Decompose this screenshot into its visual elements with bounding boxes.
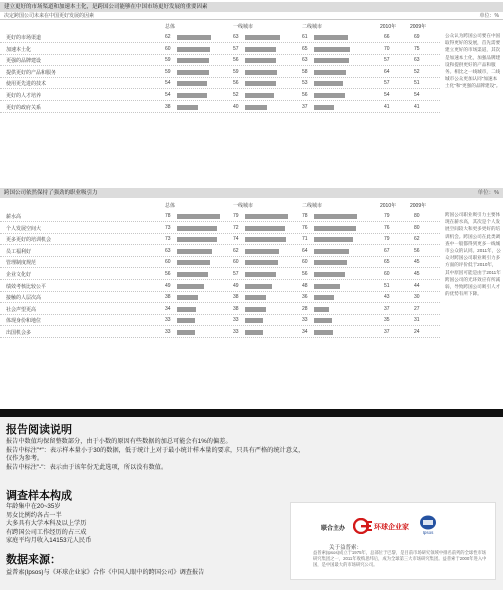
value-tier1: 57	[233, 45, 239, 52]
co-host-label: 联合主办	[321, 526, 346, 532]
bar-total	[177, 260, 210, 265]
table-row	[0, 78, 440, 89]
bar-tier2	[314, 226, 356, 231]
value-y2010: 79	[384, 213, 390, 219]
cell-tier2	[302, 80, 368, 87]
value-tier1: 33	[233, 317, 239, 324]
column-header-tier1: 一线城市	[233, 24, 254, 30]
value-y2009: 31	[414, 317, 420, 324]
bar-total	[177, 35, 211, 40]
cell-tier1	[233, 317, 299, 324]
table-row	[0, 304, 440, 315]
row-label: 社会声望更高	[6, 306, 37, 313]
cell-tier1	[233, 225, 299, 232]
value-y2010: 37	[384, 305, 390, 312]
value-tier2: 28	[302, 305, 308, 312]
bar-tier2	[314, 284, 340, 289]
cell-total	[165, 80, 231, 87]
value-y2010: 51	[384, 282, 390, 289]
cell-tier1	[233, 34, 299, 41]
bar-tier1	[245, 105, 267, 110]
reading-notes-heading: 报告阅读说明	[6, 424, 72, 436]
bar-tier2	[314, 214, 357, 219]
value-total: 73	[165, 236, 171, 243]
value-tier2: 33	[302, 317, 308, 324]
table-row	[0, 32, 440, 43]
bar-tier2	[314, 81, 343, 86]
value-total: 33	[165, 317, 171, 324]
value-y2009: 45	[414, 259, 420, 266]
bar-total	[177, 249, 212, 254]
cell-total	[165, 306, 231, 313]
cell-tier2	[302, 259, 368, 266]
value-y2009: 27	[414, 305, 420, 312]
row-label: 企业文化好	[6, 272, 32, 278]
cell-tier2	[302, 57, 368, 64]
bar-tier2	[314, 47, 350, 52]
row-label: 更好的市场渠道	[6, 35, 42, 41]
cell-tier2	[302, 317, 368, 324]
table-row	[0, 281, 440, 292]
value-total: 62	[165, 34, 171, 40]
value-y2009: 80	[414, 224, 420, 231]
value-y2009: 54	[414, 92, 420, 98]
bar-tier1	[245, 260, 278, 265]
section-subtitle-text: 决定跨国公司未来在中国更好发展的因素	[4, 13, 95, 19]
section-title	[0, 188, 503, 198]
value-tier2: 36	[302, 294, 308, 301]
value-total: 59	[165, 68, 171, 75]
value-total: 56	[165, 271, 171, 277]
unit-label: 单位：%	[479, 13, 499, 19]
bar-tier2	[314, 70, 346, 75]
ge-logo	[353, 518, 413, 534]
value-y2010: 57	[384, 57, 390, 64]
table-row	[0, 90, 440, 101]
section-note: 公众认为跨国公司要在中国取得更好的发展，首先需要建立更好的市场渠道，其次是加速本土化，加强品牌建设和提供更好的产品和服务。相比之一线城市，二线城市公众更加认同"加速本土化"和"更强的品牌建设"。	[445, 33, 501, 89]
bar-total	[177, 295, 198, 300]
section-title-text: 跨国公司依然保持了强劲的职业吸引力	[4, 190, 98, 196]
section-subtitle	[0, 12, 503, 20]
cell-tier1	[233, 213, 299, 220]
value-tier1: 60	[233, 259, 239, 266]
sponsor-box	[290, 502, 496, 580]
cell-total	[165, 34, 231, 41]
value-y2010: 70	[384, 45, 390, 52]
row-label: 管理制度规范	[6, 260, 37, 267]
cell-total	[165, 283, 231, 290]
cell-total	[165, 46, 231, 53]
row-label: 出国机会多	[6, 330, 32, 336]
cell-tier1	[233, 46, 299, 53]
about-heading: 关于益普索：	[329, 545, 363, 551]
table-row	[0, 55, 440, 66]
table-row	[0, 315, 440, 326]
section-market-factors	[0, 2, 503, 20]
column-header-tier2: 二线城市	[302, 24, 323, 30]
cell-tier2	[302, 283, 368, 290]
value-total: 38	[165, 103, 171, 110]
value-tier2: 78	[302, 213, 308, 219]
ipsos-logo	[419, 515, 437, 537]
value-y2010: 76	[384, 224, 390, 231]
value-tier1: 62	[233, 247, 239, 254]
value-tier1: 57	[233, 271, 239, 277]
cell-tier2	[302, 46, 368, 53]
cell-total	[165, 271, 231, 278]
row-label: 提供更好的产品和服务	[6, 69, 57, 76]
value-total: 78	[165, 213, 171, 219]
value-total: 33	[165, 329, 171, 335]
bar-tier1	[245, 35, 280, 40]
value-tier2: 65	[302, 45, 308, 52]
cell-tier2	[302, 248, 368, 255]
bar-tier2	[314, 272, 345, 277]
cell-tier1	[233, 236, 299, 243]
value-y2009: 52	[414, 68, 420, 75]
value-total: 54	[165, 92, 171, 98]
sample-list	[6, 503, 206, 546]
value-y2010: 37	[384, 329, 390, 335]
about-text: 益普索(Ipsos)成立于1975年，总部位于巴黎，是目前市场研究领域中排名前列的全球性市场研究集团之一，2011年收购思纬后，成为全球第三大市场研究集团。益普索于2000年进入中国，是中国最大的市场研究公司。	[313, 550, 487, 568]
row-label: 加速本土化	[6, 46, 32, 53]
bar-total	[177, 81, 207, 86]
cell-total	[165, 317, 231, 324]
cell-total	[165, 104, 231, 111]
value-tier2: 63	[302, 57, 308, 64]
bar-tier1	[245, 214, 288, 219]
cell-tier2	[302, 92, 368, 99]
bar-total	[177, 307, 196, 312]
column-header-y2010: 2010年	[380, 24, 397, 30]
bar-tier2	[314, 93, 345, 98]
cell-tier2	[302, 34, 368, 41]
cell-total	[165, 213, 231, 220]
value-y2010: 41	[384, 103, 390, 110]
value-tier2: 64	[302, 247, 308, 254]
bar-tier1	[245, 318, 263, 323]
row-label: 绩效考核比较公平	[6, 283, 47, 290]
value-tier1: 38	[233, 294, 239, 301]
bar-tier2	[314, 330, 333, 335]
section-note: 跨国公司职业吸引力主要体现在薪水高，其次是个人发展空间较大和更多更好的培训机会。跨国公司在此类调查中一般都得到更多一线城市公众的认同。2011年，公众对跨国公司职业吸引力多方面的评价低于2010年，其中原因可能是由于2011年跨国公司的光环效应有所减弱，导致跨国公司吸引人才的优势有所下降。	[445, 212, 501, 297]
cell-tier1	[233, 306, 299, 313]
value-tier1: 52	[233, 92, 239, 98]
table-row	[0, 67, 440, 78]
cell-tier2	[302, 225, 368, 232]
divider-bar	[0, 409, 503, 417]
column-header-y2010: 2010年	[380, 203, 397, 209]
value-y2009: 63	[414, 57, 420, 64]
cell-tier2	[302, 271, 368, 278]
sample-item: 家庭平均月收入14153元人民币	[6, 537, 92, 545]
value-total: 60	[165, 45, 171, 52]
value-total: 54	[165, 80, 171, 87]
bar-tier2	[314, 307, 329, 312]
row-label: 更好的政府关系	[6, 104, 42, 111]
section-title-text: 建立更好的市场渠道和加速本土化，是跨国公司能够在中国市场更好发展的重要因素	[4, 4, 208, 10]
section-title	[0, 2, 503, 12]
bar-tier1	[245, 58, 276, 63]
reading-note: 报告中标注"*"：表示样本量小于30的数据，低于统计上对于最小统计样本量的要求，只具有严格的统计意义，仅作为参考。	[6, 446, 305, 463]
value-y2010: 65	[384, 259, 390, 266]
bar-tier1	[245, 249, 279, 254]
value-total: 38	[165, 294, 171, 301]
value-y2010: 35	[384, 317, 390, 324]
cell-tier1	[233, 283, 299, 290]
bar-tier2	[314, 58, 349, 63]
cell-total	[165, 57, 231, 64]
value-tier1: 49	[233, 282, 239, 289]
cell-tier1	[233, 259, 299, 266]
value-tier1: 72	[233, 224, 239, 231]
bar-total	[177, 330, 195, 335]
value-tier1: 56	[233, 80, 239, 87]
cell-tier2	[302, 306, 368, 313]
value-tier2: 60	[302, 259, 308, 266]
bar-tier1	[245, 307, 266, 312]
bar-tier2	[314, 35, 348, 40]
cell-tier2	[302, 329, 368, 336]
cell-tier1	[233, 329, 299, 336]
value-y2009: 62	[414, 236, 420, 243]
bar-tier2	[314, 237, 353, 242]
value-total: 63	[165, 247, 171, 254]
row-label: 薪水高	[6, 214, 22, 220]
value-y2010: 67	[384, 247, 390, 254]
bar-total	[177, 272, 208, 277]
table-row	[0, 292, 440, 303]
table-row	[0, 211, 440, 222]
bar-tier2	[314, 260, 347, 265]
bar-total	[177, 70, 209, 75]
bar-tier1	[245, 295, 266, 300]
sample-item: 年龄集中在20~35岁	[6, 503, 61, 510]
cell-total	[165, 69, 231, 76]
table-row	[0, 246, 440, 257]
column-header-tier2: 二线城市	[302, 203, 323, 209]
value-y2009: 24	[414, 329, 420, 335]
bar-tier2	[314, 249, 349, 254]
ipsos-logo-text: Ipsos	[422, 530, 434, 535]
value-tier2: 53	[302, 80, 308, 87]
value-total: 59	[165, 57, 171, 64]
value-tier2: 48	[302, 282, 308, 289]
value-y2009: 44	[414, 282, 420, 289]
value-tier2: 34	[302, 329, 308, 335]
cell-tier2	[302, 104, 368, 111]
value-total: 34	[165, 305, 171, 312]
reading-notes	[6, 438, 306, 472]
bar-total	[177, 105, 198, 110]
value-tier2: 76	[302, 224, 308, 231]
row-label: 体现身份和地位	[6, 318, 42, 325]
cell-tier1	[233, 69, 299, 76]
table-row	[0, 102, 440, 113]
table-row	[0, 223, 440, 234]
table-row	[0, 327, 440, 338]
bar-total	[177, 284, 204, 289]
value-total: 49	[165, 282, 171, 289]
value-y2010: 57	[384, 80, 390, 87]
source-heading: 数据来源：	[6, 554, 61, 566]
bar-tier1	[245, 81, 276, 86]
row-label: 更好的人才培养	[6, 93, 42, 99]
row-label: 个人发展空间大	[6, 225, 42, 232]
value-y2009: 69	[414, 34, 420, 40]
bar-tier1	[245, 226, 285, 231]
value-tier2: 58	[302, 68, 308, 75]
sample-item: 有跨国公司工作经历的占三成	[6, 528, 87, 536]
cell-total	[165, 236, 231, 243]
value-y2010: 60	[384, 271, 390, 277]
sample-item: 男女比例约各占一半	[6, 511, 62, 519]
table-row	[0, 234, 440, 245]
row-label: 员工福利好	[6, 248, 32, 255]
value-y2010: 43	[384, 294, 390, 301]
value-total: 73	[165, 224, 171, 231]
ge-logo-text: 环球企业家	[374, 524, 409, 531]
bar-total	[177, 58, 209, 63]
bar-tier1	[245, 93, 274, 98]
cell-tier1	[233, 271, 299, 278]
cell-total	[165, 92, 231, 99]
value-tier1: 74	[233, 236, 239, 243]
value-y2009: 30	[414, 294, 420, 301]
value-tier2: 61	[302, 34, 308, 40]
bar-tier1	[245, 47, 276, 52]
cell-total	[165, 329, 231, 336]
value-y2009: 51	[414, 80, 420, 87]
value-y2010: 54	[384, 92, 390, 98]
bar-tier1	[245, 237, 286, 242]
bar-total	[177, 47, 210, 52]
value-tier1: 63	[233, 34, 239, 40]
cell-total	[165, 259, 231, 266]
sample-item: 大多具有大学本科及以上学历	[6, 520, 87, 528]
value-y2010: 66	[384, 34, 390, 40]
value-y2009: 56	[414, 247, 420, 254]
value-tier1: 40	[233, 103, 239, 110]
cell-tier1	[233, 92, 299, 99]
bar-tier2	[314, 318, 332, 323]
bar-tier1	[245, 70, 277, 75]
sample-heading: 调查样本构成	[6, 490, 72, 502]
cell-tier2	[302, 213, 368, 220]
unit-label: 单位：%	[477, 190, 499, 196]
source-text: 益普索(Ipsos)与《环球企业家》合作《中国人眼中的跨国公司》调查报告	[6, 569, 205, 576]
value-tier1: 79	[233, 213, 239, 219]
bar-total	[177, 93, 207, 98]
bar-tier2	[314, 295, 334, 300]
value-y2009: 45	[414, 271, 420, 277]
bar-tier1	[245, 330, 263, 335]
bar-total	[177, 237, 217, 242]
column-header-y2009: 2009年	[410, 24, 427, 30]
row-label: 更强的品牌建设	[6, 58, 42, 65]
row-label: 使用更先进的技术	[6, 81, 47, 88]
table-row	[0, 257, 440, 268]
value-total: 60	[165, 259, 171, 266]
value-y2009: 75	[414, 45, 420, 52]
value-tier1: 38	[233, 305, 239, 312]
value-tier2: 71	[302, 236, 308, 243]
cell-tier1	[233, 294, 299, 301]
value-tier1: 33	[233, 329, 239, 335]
cell-total	[165, 225, 231, 232]
table-row	[0, 44, 440, 55]
value-y2009: 41	[414, 103, 420, 110]
bar-tier1	[245, 272, 276, 277]
cell-tier2	[302, 236, 368, 243]
cell-tier1	[233, 248, 299, 255]
value-y2010: 64	[384, 68, 390, 75]
cell-total	[165, 248, 231, 255]
value-tier2: 37	[302, 103, 308, 110]
cell-tier2	[302, 69, 368, 76]
cell-total	[165, 294, 231, 301]
column-header-total: 总体	[165, 24, 176, 30]
column-header-total: 总体	[165, 203, 176, 209]
row-label: 更多更好的培训机会	[6, 237, 52, 244]
bar-total	[177, 226, 217, 231]
value-tier2: 56	[302, 92, 308, 98]
cell-tier2	[302, 294, 368, 301]
cell-tier1	[233, 57, 299, 64]
bar-total	[177, 318, 195, 323]
value-tier1: 56	[233, 57, 239, 64]
cell-tier1	[233, 80, 299, 87]
column-header-tier1: 一线城市	[233, 203, 254, 209]
reading-note: 报告中标注"-"：表示由于该年份无此选项，所以没有数值。	[6, 463, 168, 471]
table-row	[0, 269, 440, 280]
ge-logo-icon	[353, 518, 373, 534]
row-label: 接触的人层次高	[6, 295, 42, 302]
bar-tier1	[245, 284, 272, 289]
value-y2009: 80	[414, 213, 420, 219]
bar-total	[177, 214, 220, 219]
column-header-y2009: 2009年	[410, 203, 427, 209]
ipsos-logo-icon	[419, 515, 437, 531]
value-tier2: 56	[302, 271, 308, 277]
bar-tier2	[314, 105, 334, 110]
value-y2010: 79	[384, 236, 390, 243]
section-career-appeal	[0, 188, 503, 198]
value-tier1: 59	[233, 68, 239, 75]
reading-note: 报告中数值均保留整数部分，由于小数的原因有些数据的加总可能会有1%的偏差。	[6, 438, 232, 445]
cell-tier1	[233, 104, 299, 111]
